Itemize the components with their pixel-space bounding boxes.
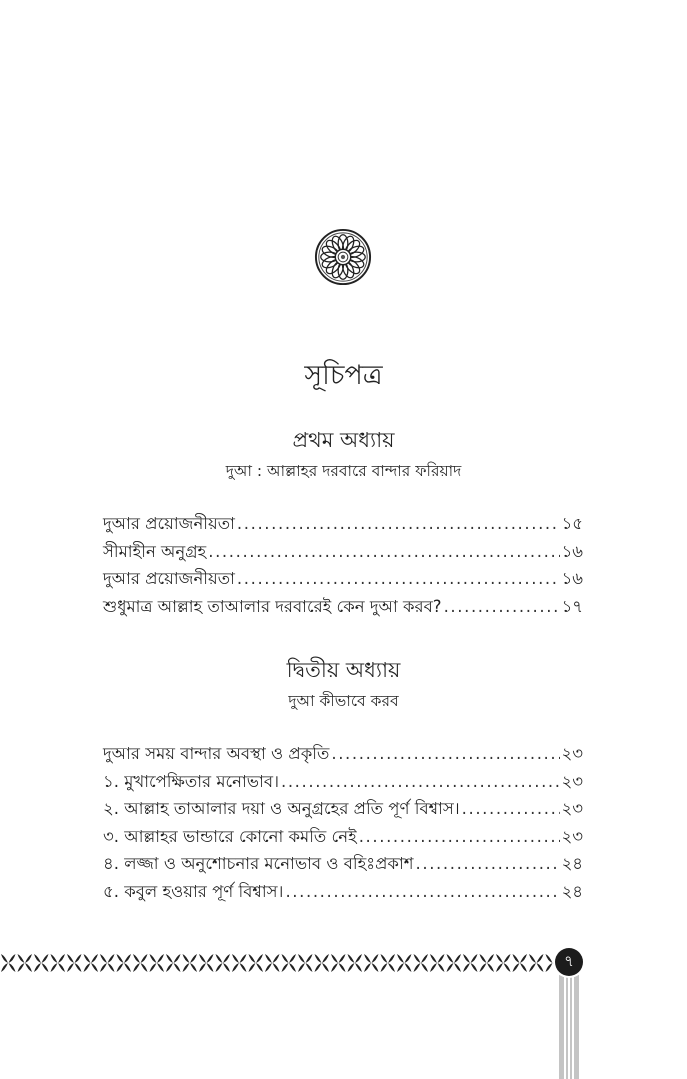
- chapter-1-title: প্রথম অধ্যায়: [292, 428, 395, 452]
- dot-leader: [281, 768, 560, 796]
- toc-entry[interactable]: [103, 538, 583, 566]
- toc-entry-page: ২৩: [561, 744, 583, 763]
- toc-entry[interactable]: [103, 768, 583, 796]
- toc-entry-page: ১৫: [561, 514, 583, 533]
- chapter-2-title: দ্বিতীয় অধ্যায়: [286, 658, 401, 682]
- toc-entry-text: ৫. কবুল হওয়ার পূর্ণ বিশ্বাস।: [103, 881, 284, 901]
- toc-entry-page: ১৭: [561, 596, 583, 616]
- decorative-border: [0, 950, 560, 976]
- toc-entry-text: শুধুমাত্র আল্লাহ তাআলার দরবারেই কেন দুআ করব?: [103, 596, 442, 616]
- page-title: সূচিপত্র: [304, 360, 383, 391]
- toc-entry-page: ১৬: [561, 541, 583, 561]
- toc-entry-page: ২৩: [561, 771, 583, 791]
- toc-entry[interactable]: [103, 823, 583, 851]
- dot-leader: [444, 593, 560, 621]
- toc-entry[interactable]: [103, 510, 583, 538]
- page-number-badge: ৭: [555, 948, 583, 976]
- toc-entry[interactable]: [103, 740, 583, 768]
- toc-entry[interactable]: [103, 878, 583, 906]
- toc-entry-page: ২৩: [561, 799, 583, 818]
- chapter-1-toc: [103, 510, 583, 620]
- toc-entry-page: ২৪: [561, 881, 583, 901]
- dot-leader: [237, 565, 560, 593]
- dot-leader: [416, 850, 560, 878]
- dot-leader: [462, 795, 560, 823]
- chapter-2-subtitle: দুআ কীভাবে করব: [288, 692, 399, 710]
- toc-entry-text: ৪. লজ্জা ও অনুশোচনার মনোভাব ও বহিঃপ্রকাশ: [103, 854, 414, 873]
- toc-entry[interactable]: [103, 795, 583, 823]
- toc-entry[interactable]: [103, 593, 583, 621]
- chapter-1-subtitle: দুআ : আল্লাহর দরবারে বান্দার ফরিয়াদ: [225, 462, 462, 480]
- dot-leader: [359, 823, 560, 851]
- toc-entry-text: সীমাহীন অনুগ্রহ: [103, 541, 207, 561]
- toc-entry[interactable]: [103, 565, 583, 593]
- dot-leader: [285, 878, 559, 906]
- dot-leader: [331, 740, 559, 768]
- toc-entry-text: দুআর সময় বান্দার অবস্থা ও প্রকৃতি: [103, 744, 330, 763]
- toc-entry-page: ২৪: [561, 854, 583, 873]
- page-column-decoration: [558, 975, 580, 1079]
- toc-entry-text: ১. মুখাপেক্ষিতার মনোভাব।: [103, 771, 279, 791]
- rosette-icon: [314, 228, 372, 286]
- toc-entry-text: ২. আল্লাহ তাআলার দয়া ও অনুগ্রহের প্রতি পূর্ণ বিশ্বাস।: [103, 799, 460, 818]
- toc-entry[interactable]: [103, 850, 583, 878]
- toc-entry-text: দুআর প্রয়োজনীয়তা: [103, 514, 235, 533]
- toc-entry-text: দুআর প্রয়োজনীয়তা: [103, 569, 235, 588]
- chapter-2-toc: [103, 740, 583, 905]
- toc-entry-page: ১৬: [561, 569, 583, 588]
- toc-entry-page: ২৩: [561, 826, 583, 846]
- toc-entry-text: ৩. আল্লাহর ভান্ডারে কোনো কমতি নেই: [103, 826, 357, 846]
- dot-leader: [237, 510, 560, 538]
- dot-leader: [208, 538, 559, 566]
